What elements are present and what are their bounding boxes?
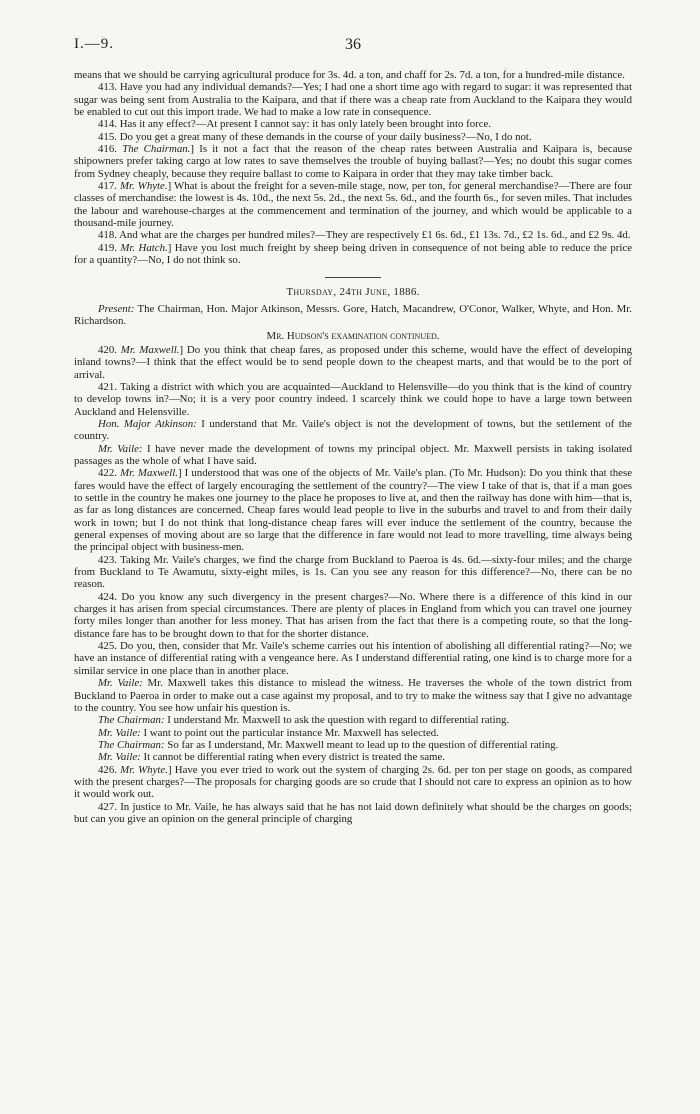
paragraph (74, 180, 632, 229)
speaker-name: Mr. Vaile: (98, 726, 141, 739)
paragraph-text: 424. Do you know any such divergency in the present charges?—No. Where there is a difference of this kind in our charges it has arisen from special circumstances. There are plenty of places in England from which you can travel one journey forty miles longer than another for less money. That has arisen from the fact that there is a competing route, so that the long-distance fare has to be brought down to that for the shorter distance. (74, 590, 632, 640)
paragraph (74, 714, 632, 726)
question-number: 417. (98, 180, 120, 193)
speaker-name: The Chairman. (122, 143, 191, 156)
section-divider (325, 277, 381, 278)
question-number: 420. (98, 343, 121, 356)
paragraph (74, 69, 632, 81)
paragraph (74, 591, 632, 640)
examination-heading: Mr. Hudson's examination continued. (266, 329, 440, 342)
paragraph-text: ] Have you lost much freight by sheep being driven in consequence of not being able to reduce the price for a quantity?—No, I do not think so. (74, 241, 633, 267)
speaker-name: Mr. Vaile: (98, 442, 143, 455)
speaker-name: Mr. Maxwell. (120, 467, 178, 480)
paragraph-text: 423. Taking Mr. Vaile's charges, we find the charge from Buckland to Paeroa is 4s. 6d.—sixty-four miles; and the charge from Buckland to Te Awamutu, sixty-eight miles, is 1s. Can you see any reason for this difference?—No, there can be no reason. (74, 553, 632, 591)
paragraph (74, 801, 632, 826)
paragraph (74, 751, 632, 763)
paragraph-text: 427. In justice to Mr. Vaile, he has always said that he has not laid down definitely what should be the charges on goods; but can you give an opinion on the general principle of charging (74, 800, 632, 825)
session-date: Thursday, 24th June, 1886. (286, 285, 420, 298)
question-number: 426. (98, 763, 121, 776)
paragraph (74, 81, 632, 118)
speaker-name: Mr. Maxwell. (120, 343, 180, 356)
paragraph (74, 554, 632, 591)
question-number: 422. (98, 467, 121, 480)
speaker-name: Mr. Whyte. (120, 763, 168, 776)
speaker-name: Mr. Vaile: (98, 751, 141, 764)
paragraph (74, 677, 632, 714)
paragraph-text: I want to point out the particular instance Mr. Maxwell has selected. (140, 726, 439, 739)
paragraph (74, 242, 632, 267)
paragraph (74, 344, 632, 381)
document-body (74, 69, 632, 825)
question-number: 419. (98, 241, 121, 254)
paragraph-text: ] What is about the freight for a seven-mile stage, now, per ton, for general merchandise?—There are four classes of merchandise: the lowest is 4s. 10d., the next 5s. 2d., the next 5s. 6d., and the fourth 6s., for seven miles. That includes the labour and warehouse-charges at the commencement and termination of the journey, and which would be applicable to a thousand-mile journey. (74, 180, 633, 230)
paragraph-text: It cannot be differential rating when every district is treated the same. (140, 751, 445, 764)
page-number: 36 (345, 36, 361, 53)
speaker-name: The Chairman: (98, 738, 165, 751)
speaker-name: The Chairman: (98, 714, 165, 727)
paragraph-text: I understand that Mr. Vaile's object is not the development of towns, but the settlement of the country. (74, 417, 632, 443)
speaker-name: Hon. Major Atkinson: (98, 417, 197, 430)
paragraph (74, 131, 632, 143)
paragraph (74, 381, 632, 418)
speaker-name: Mr. Vaile: (98, 677, 143, 690)
section-a-paragraphs (74, 69, 632, 267)
document-reference: I.—9. (74, 36, 114, 52)
paragraph-text: I understand Mr. Maxwell to ask the question with regard to differential rating. (164, 714, 510, 727)
paragraph-text: 425. Do you, then, consider that Mr. Vaile's scheme carries out his intention of abolishing all differential rating?—No; we have an instance of differential rating with a vengeance here. As I understand differential rating, one kind is to charge more for a similar service in one place than in another place. (74, 640, 632, 677)
speaker-name: Mr. Whyte. (120, 180, 168, 193)
paragraph-text: ] Is it not a fact that the reason of the cheap rates between Australia and Kaipara is, because shipowners prefer taking cargo at low rates to save themselves the trouble of buying ballast?—Yes; no doubt this sugar comes from Sydney cheaply, because they require ballast to come to Kaipara in order that they may take timber back. (74, 143, 633, 180)
paragraph-text: means that we should be carrying agricultural produce for 3s. 4d. a ton, and chaff for 2s. 7d. a ton, for a hundred-mile distance. (74, 69, 625, 81)
paragraph (74, 764, 632, 801)
page-header (74, 36, 632, 56)
paragraph (74, 467, 632, 553)
paragraph (74, 229, 632, 241)
paragraph (74, 443, 632, 468)
paragraph-text: So far as I understand, Mr. Maxwell meant to lead up to the question of differential rating. (164, 738, 559, 751)
paragraph-text: 413. Have you had any individual demands?—Yes; I had one a short time ago with regard to sugar: it was represented that sugar was being sent from Australia to the Kaipara, and that if there was a cheap rate from Auckland to the Kaipara they would be enabled to cut out this import trade. We had to make a low rate in consequence. (74, 81, 632, 119)
paragraph (74, 118, 632, 130)
present-list (74, 303, 632, 328)
paragraph-text: Mr. Maxwell takes this distance to mislead the witness. He traverses the whole of the town district from Buckland to Paeroa in order to make out a case against my proposal, and to try to make the witness say that I give no advantage to the country. You see how unfair his question is. (74, 677, 632, 714)
paragraph (74, 143, 632, 180)
paragraph-text: 418. And what are the charges per hundred miles?—They are respectively £1 6s. 6d., £1 13s. 7d., £2 1s. 6d., and £2 9s. 4d. (98, 229, 631, 242)
question-number: 416. (98, 143, 123, 156)
present-label: Present: (98, 302, 135, 315)
paragraph-text: 414. Has it any effect?—At present I cannot say: it has only lately been brought into force. (98, 118, 492, 131)
paragraph-text: I have never made the development of towns my principal object. Mr. Maxwell persists in taking isolated passages as the whole of what I have said. (74, 442, 632, 467)
paragraph-text: ] Have you ever tried to work out the system of charging 2s. 6d. per ton per stage on goods, as compared with the present charges?—The proposals for charging goods are so crude that I should not care to express an opinion as to how it would work out. (74, 763, 632, 801)
paragraph (74, 727, 632, 739)
paragraph-text: 421. Taking a district with which you are acquainted—Auckland to Helensville—do you think that is the kind of country to develop towns in?—No; it is a very poor country indeed. I scarcely think we could hope to have a large town between Auckland and Helensville. (74, 380, 632, 418)
speaker-name: Mr. Hatch. (120, 241, 168, 254)
paragraph-text: ] I understood that was one of the objects of Mr. Vaile's plan. (To Mr. Hudson): Do you think that these fares would have the effect of largely encouraging the settlement of the country?—The view I take of that is, that if a man goes to settle in the country he makes one journey to the place he proposes to live at, and then the railway has done with him—that is, as far as long distances are concerned. Cheap fares would lead people to live in the suburbs and travel to and from their daily work in town; but I do not think that long-distance cheap fares will ever induce the settlement of the country, because the general expenses of moving about are so large that the difference in fare would not lead to more travelling, time always being the principal object with business-men. (74, 467, 633, 554)
paragraph (74, 418, 632, 443)
paragraph-text: 415. Do you get a great many of these demands in the course of your daily business?—No, I do not. (98, 130, 532, 143)
section-b-paragraphs (74, 344, 632, 825)
paragraph-text: ] Do you think that cheap fares, as proposed under this scheme, would have the effect of developing inland towns?—I think that the effect would be to send people down to the cheapest marts, and that would be to the port of arrival. (74, 343, 633, 381)
paragraph (74, 640, 632, 677)
paragraph (74, 739, 632, 751)
present-members: The Chairman, Hon. Major Atkinson, Messrs. Gore, Hatch, Macandrew, O'Conor, Walker, Whyte, and Hon. Mr. Richardson. (74, 302, 632, 328)
